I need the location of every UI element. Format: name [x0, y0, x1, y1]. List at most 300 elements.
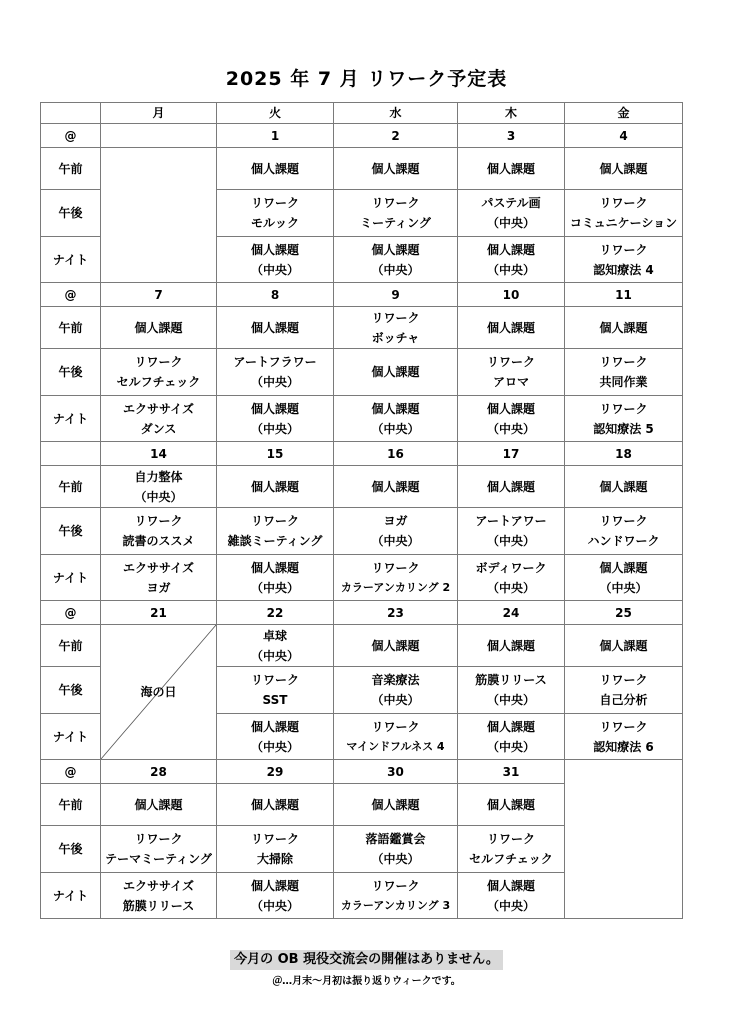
- cell-line: （中央）: [486, 262, 535, 277]
- cell-line: （中央）: [371, 534, 420, 548]
- cell-line: 個人課題: [250, 797, 299, 812]
- cell-line: 金: [617, 106, 630, 120]
- cell-line: ボッチャ: [371, 330, 420, 345]
- cell-line: 個人課題: [371, 401, 420, 416]
- cell-line: （中央）: [250, 648, 299, 663]
- schedule-cell: [101, 826, 217, 873]
- cell-line: 個人課題: [486, 161, 535, 176]
- cell-line: 音楽療法: [371, 673, 420, 687]
- schedule-cell: [458, 826, 565, 873]
- cell-line: 個人課題: [250, 320, 299, 335]
- schedule-cell: [101, 508, 217, 555]
- schedule-cell: [334, 148, 458, 190]
- schedule-cell: [217, 714, 334, 760]
- schedule-cell: [217, 625, 334, 667]
- schedule-cell: [565, 508, 683, 555]
- period-row-am: [41, 307, 683, 349]
- cell-line: （中央）: [486, 421, 535, 436]
- schedule-cell: [217, 667, 334, 714]
- period-label-pm: [41, 349, 101, 396]
- cell-line: 個人課題: [599, 638, 648, 653]
- cell-line: リワーク: [371, 719, 420, 734]
- schedule-cell: [458, 148, 565, 190]
- cell-line: （中央）: [371, 262, 420, 277]
- schedule-cell: [217, 396, 334, 442]
- schedule-cell: [458, 625, 565, 667]
- schedule-cell: [101, 784, 217, 826]
- cell-line: 個人課題: [250, 161, 299, 176]
- schedule-cell: [217, 148, 334, 190]
- date-row: [41, 601, 683, 625]
- schedule-cell: [565, 555, 683, 601]
- schedule-cell: [458, 555, 565, 601]
- header-day-fri: [565, 103, 683, 124]
- cell-line: @: [64, 605, 77, 620]
- cell-line: コミュニケーション: [569, 216, 678, 230]
- schedule-cell: [458, 466, 565, 508]
- schedule-cell: [217, 508, 334, 555]
- cell-line: 自力整体: [134, 469, 183, 484]
- cell-line: 個人課題: [486, 797, 535, 812]
- cell-line: アートフラワー: [233, 355, 317, 369]
- schedule-cell: [458, 784, 565, 826]
- cell-line: リワーク: [599, 401, 648, 416]
- cell-line: 個人課題: [250, 719, 299, 734]
- period-row-am: [41, 784, 683, 826]
- date-cell: [334, 124, 458, 148]
- cell-line: 1: [270, 128, 280, 143]
- cell-line: リワーク: [371, 196, 420, 210]
- cell-line: リワーク: [250, 673, 299, 687]
- schedule-cell: [334, 667, 458, 714]
- cell-line: （中央）: [250, 262, 299, 277]
- cell-line: エクササイズ: [122, 560, 195, 575]
- cell-line: ハンドワーク: [587, 534, 660, 548]
- cell-line: （中央）: [250, 580, 299, 595]
- cell-line: 個人課題: [371, 365, 420, 379]
- schedule-cell: [334, 190, 458, 237]
- cell-line: （中央）: [250, 739, 299, 754]
- notice-banner: 今月の OB 現役交流会の開催はありません。: [230, 950, 503, 970]
- schedule-cell: [565, 714, 683, 760]
- cell-line: ナイト: [52, 888, 89, 903]
- schedule-cell: [217, 466, 334, 508]
- cell-line: 午後: [58, 524, 83, 538]
- cell-line: 午後: [58, 842, 83, 856]
- cell-line: （中央）: [486, 216, 535, 230]
- cell-line: 個人課題: [134, 320, 183, 335]
- cell-line: 個人課題: [486, 401, 535, 416]
- cell-line: 30: [387, 764, 404, 779]
- cell-line: 認知療法 4: [593, 262, 654, 277]
- period-label-am: [41, 625, 101, 667]
- cell-line: リワーク: [371, 878, 420, 893]
- schedule-cell: [565, 148, 683, 190]
- schedule-cell: [217, 826, 334, 873]
- date-cell: [217, 601, 334, 625]
- cell-line: （中央）: [371, 693, 420, 707]
- date-cell: [458, 283, 565, 307]
- cell-line: リワーク: [599, 719, 648, 734]
- cell-line: 7: [154, 287, 163, 302]
- cell-line: @: [64, 128, 77, 143]
- schedule-cell: [334, 466, 458, 508]
- period-row-am: [41, 466, 683, 508]
- schedule-cell: [334, 508, 458, 555]
- cell-line: セルフチェック: [469, 852, 553, 866]
- date-cell: [565, 283, 683, 307]
- date-cell: [217, 442, 334, 466]
- schedule-cell: [334, 625, 458, 667]
- cell-line: 個人課題: [250, 401, 299, 416]
- period-label-am: [41, 307, 101, 349]
- schedule-cell: [334, 396, 458, 442]
- period-label-night: [41, 237, 101, 283]
- period-label-night: [41, 714, 101, 760]
- date-cell: [217, 760, 334, 784]
- date-cell: [334, 283, 458, 307]
- cell-line: ナイト: [52, 411, 89, 426]
- schedule-cell: [565, 237, 683, 283]
- cell-line: 個人課題: [599, 320, 648, 335]
- cell-line: リワーク: [250, 196, 299, 210]
- period-label-am: [41, 148, 101, 190]
- schedule-cell: [458, 508, 565, 555]
- schedule-cell: [458, 237, 565, 283]
- cell-line: 午前: [58, 638, 83, 653]
- cell-line: 個人課題: [486, 242, 535, 257]
- cell-line: 雑談ミーティング: [227, 534, 323, 548]
- schedule-cell: [217, 349, 334, 396]
- schedule-cell: [101, 396, 217, 442]
- cell-line: 28: [150, 764, 167, 779]
- cell-line: エクササイズ: [122, 401, 195, 416]
- date-cell: [101, 442, 217, 466]
- cell-line: リワーク: [250, 832, 299, 846]
- cell-line: （中央）: [250, 898, 299, 913]
- period-row-night: [41, 396, 683, 442]
- date-cell-empty: [565, 760, 683, 784]
- cell-line: 4: [619, 128, 628, 143]
- cell-line: 落語鑑賞会: [365, 832, 426, 846]
- date-row: [41, 760, 683, 784]
- cell-line: 木: [504, 106, 517, 120]
- cell-line: （中央）: [486, 739, 535, 754]
- cell-line: （中央）: [486, 693, 535, 707]
- cell-line: ヨガ: [383, 514, 408, 528]
- schedule-cell: [101, 873, 217, 919]
- cell-line: 個人課題: [486, 320, 535, 335]
- cell-line: カラーアンカリング 2: [340, 580, 451, 594]
- schedule-cell: [334, 349, 458, 396]
- cell-line: 24: [502, 605, 520, 620]
- date-row: [41, 283, 683, 307]
- cell-line: 月: [152, 106, 165, 120]
- empty-merged-cell: [565, 784, 683, 919]
- cell-line: @: [64, 287, 77, 302]
- cell-line: 読書のススメ: [122, 534, 195, 548]
- cell-line: 個人課題: [371, 242, 420, 257]
- schedule-cell: [334, 237, 458, 283]
- cell-line: 個人課題: [250, 878, 299, 893]
- cell-line: 認知療法 5: [593, 421, 654, 436]
- cell-line: （中央）: [250, 375, 299, 389]
- date-row: [41, 442, 683, 466]
- cell-line: 個人課題: [599, 560, 648, 575]
- cell-line: テーマミーティング: [105, 852, 212, 866]
- schedule-cell: [334, 555, 458, 601]
- schedule-cell: [334, 784, 458, 826]
- cell-line: 筋膜リリース: [122, 898, 195, 913]
- period-row-am: [41, 625, 683, 667]
- period-label-am: [41, 466, 101, 508]
- empty-merged-cell: [101, 148, 217, 283]
- period-label-night: [41, 873, 101, 919]
- schedule-cell: [565, 466, 683, 508]
- header-day-tue: [217, 103, 334, 124]
- schedule-cell: [217, 784, 334, 826]
- cell-line: 個人課題: [599, 479, 648, 494]
- period-label-night: [41, 396, 101, 442]
- cell-line: 個人課題: [371, 479, 420, 494]
- cell-line: リワーク: [250, 514, 299, 528]
- cell-line: 10: [502, 287, 520, 302]
- cell-line: ボディワーク: [475, 560, 547, 575]
- cell-line: 8: [270, 287, 280, 302]
- cell-line: カラーアンカリング 3: [340, 898, 451, 912]
- cell-line: （中央）: [134, 489, 183, 504]
- cell-line: 午前: [58, 479, 83, 494]
- schedule-cell: [101, 349, 217, 396]
- schedule-cell: [565, 625, 683, 667]
- schedule-cell: [217, 873, 334, 919]
- cell-line: （中央）: [486, 580, 535, 595]
- schedule-cell: [458, 714, 565, 760]
- week-marker: [41, 601, 101, 625]
- schedule-cell: [217, 237, 334, 283]
- date-cell: [565, 442, 683, 466]
- cell-line: エクササイズ: [122, 878, 195, 893]
- cell-line: （中央）: [371, 421, 420, 436]
- cell-line: 午前: [58, 320, 83, 335]
- cell-line: @: [64, 764, 77, 779]
- cell-line: リワーク: [486, 355, 535, 369]
- cell-line: 31: [502, 764, 520, 779]
- cell-line: 11: [615, 287, 632, 302]
- cell-line: 個人課題: [486, 719, 535, 734]
- date-cell: [334, 760, 458, 784]
- date-cell: [565, 601, 683, 625]
- cell-line: セルフチェック: [116, 375, 201, 389]
- cell-line: 個人課題: [250, 479, 299, 494]
- cell-line: 23: [387, 605, 404, 620]
- cell-line: リワーク: [599, 242, 648, 257]
- cell-line: 卓球: [262, 628, 287, 643]
- cell-line: 午後: [58, 206, 83, 220]
- cell-line: リワーク: [371, 310, 420, 325]
- cell-line: 個人課題: [250, 242, 299, 257]
- date-cell: [458, 760, 565, 784]
- schedule-cell: [565, 396, 683, 442]
- cell-line: 水: [389, 106, 402, 120]
- cell-line: 個人課題: [371, 797, 420, 812]
- cell-line: リワーク: [599, 514, 648, 528]
- week-marker: [41, 442, 101, 466]
- cell-line: リワーク: [599, 355, 648, 369]
- cell-line: 筋膜リリース: [475, 673, 547, 687]
- schedule-cell: [334, 873, 458, 919]
- cell-line: 22: [266, 605, 284, 620]
- cell-line: 個人課題: [371, 161, 420, 176]
- schedule-cell: [217, 555, 334, 601]
- schedule-cell: [101, 466, 217, 508]
- holiday-label: 海の日: [140, 685, 177, 699]
- cell-line: 火: [268, 106, 281, 120]
- cell-line: （中央）: [371, 852, 420, 866]
- cell-line: アロマ: [492, 375, 529, 389]
- schedule-table: [40, 102, 683, 919]
- date-cell-empty: [101, 124, 217, 148]
- cell-line: 午後: [58, 365, 83, 379]
- cell-line: （中央）: [486, 534, 535, 548]
- cell-line: 14: [150, 446, 167, 461]
- period-label-am: [41, 784, 101, 826]
- cell-line: 個人課題: [486, 638, 535, 653]
- cell-line: リワーク: [134, 355, 183, 369]
- cell-line: 17: [502, 446, 520, 461]
- schedule-cell: [101, 307, 217, 349]
- schedule-cell: [217, 190, 334, 237]
- date-cell: [334, 442, 458, 466]
- schedule-cell: [565, 190, 683, 237]
- period-row-am: [41, 148, 683, 190]
- cell-line: 個人課題: [371, 638, 420, 653]
- cell-line: SST: [262, 693, 288, 707]
- cell-line: リワーク: [134, 514, 183, 528]
- cell-line: ヨガ: [146, 580, 171, 595]
- period-row-pm: [41, 508, 683, 555]
- schedule-cell: [101, 555, 217, 601]
- period-row-night: [41, 555, 683, 601]
- cell-line: 個人課題: [134, 797, 183, 812]
- cell-line: （中央）: [250, 421, 299, 436]
- cell-line: リワーク: [134, 832, 183, 846]
- cell-line: 15: [266, 446, 284, 461]
- cell-line: 個人課題: [486, 479, 535, 494]
- schedule-cell: [334, 714, 458, 760]
- cell-line: ナイト: [52, 729, 89, 744]
- period-row-pm: [41, 349, 683, 396]
- cell-line: （中央）: [486, 898, 535, 913]
- cell-line: 29: [266, 764, 284, 779]
- cell-line: 16: [387, 446, 404, 461]
- cell-line: 午前: [58, 797, 83, 812]
- cell-line: 個人課題: [486, 878, 535, 893]
- cell-line: リワーク: [599, 673, 648, 687]
- date-cell: [101, 760, 217, 784]
- schedule-cell: [458, 307, 565, 349]
- header-day-mon: [101, 103, 217, 124]
- cell-line: リワーク: [371, 560, 420, 575]
- schedule-cell: [565, 307, 683, 349]
- cell-line: モルック: [250, 216, 299, 230]
- cell-line: 21: [150, 605, 167, 620]
- week-marker: [41, 124, 101, 148]
- date-cell: [458, 442, 565, 466]
- week-marker: [41, 760, 101, 784]
- cell-line: 2: [391, 128, 400, 143]
- cell-line: 25: [615, 605, 632, 620]
- holiday-cell: [101, 625, 217, 760]
- schedule-cell: [565, 349, 683, 396]
- cell-line: ダンス: [140, 421, 177, 436]
- cell-line: 自己分析: [599, 693, 648, 707]
- schedule-cell: [334, 826, 458, 873]
- notice-wrap: [0, 948, 733, 970]
- schedule-cell: [217, 307, 334, 349]
- footnote: ＠…月末～月初は振り返りウィークです。: [272, 976, 461, 987]
- schedule-cell: [458, 873, 565, 919]
- schedule-cell: [565, 667, 683, 714]
- date-cell: [458, 124, 565, 148]
- cell-line: 午後: [58, 683, 83, 697]
- cell-line: マインドフルネス 4: [346, 739, 445, 753]
- period-label-pm: [41, 826, 101, 873]
- schedule-cell: [458, 190, 565, 237]
- period-label-pm: [41, 508, 101, 555]
- cell-line: リワーク: [599, 196, 648, 210]
- date-cell: [101, 601, 217, 625]
- schedule-cell: [334, 307, 458, 349]
- date-row: [41, 124, 683, 148]
- period-label-night: [41, 555, 101, 601]
- period-label-pm: [41, 667, 101, 714]
- cell-line: 個人課題: [599, 161, 648, 176]
- cell-line: 認知療法 6: [593, 739, 654, 754]
- cell-line: 大掃除: [256, 852, 293, 866]
- header-row: [41, 103, 683, 124]
- cell-line: パステル画: [481, 196, 541, 210]
- cell-line: 午前: [58, 161, 83, 176]
- date-cell: [565, 124, 683, 148]
- cell-line: （中央）: [599, 580, 648, 595]
- date-cell: [458, 601, 565, 625]
- period-label-pm: [41, 190, 101, 237]
- schedule-cell: [458, 396, 565, 442]
- schedule-cell: [458, 667, 565, 714]
- cell-line: リワーク: [486, 832, 535, 846]
- cell-line: 9: [391, 287, 400, 302]
- cell-line: アートアワー: [475, 514, 547, 528]
- cell-line: ナイト: [52, 252, 89, 267]
- week-marker: [41, 283, 101, 307]
- date-cell: [334, 601, 458, 625]
- cell-line: ミーティング: [360, 216, 431, 230]
- cell-line: 3: [506, 128, 516, 143]
- cell-line: 個人課題: [250, 560, 299, 575]
- cell-line: 18: [615, 446, 632, 461]
- date-cell: [217, 124, 334, 148]
- date-cell: [101, 283, 217, 307]
- schedule-cell: [458, 349, 565, 396]
- page-title: 2025 年 7 月 リワーク予定表: [225, 68, 508, 90]
- header-day-wed: [334, 103, 458, 124]
- cell-line: ナイト: [52, 570, 89, 585]
- header-day-thu: [458, 103, 565, 124]
- header-corner: [41, 103, 101, 124]
- date-cell: [217, 283, 334, 307]
- cell-line: 共同作業: [599, 375, 648, 389]
